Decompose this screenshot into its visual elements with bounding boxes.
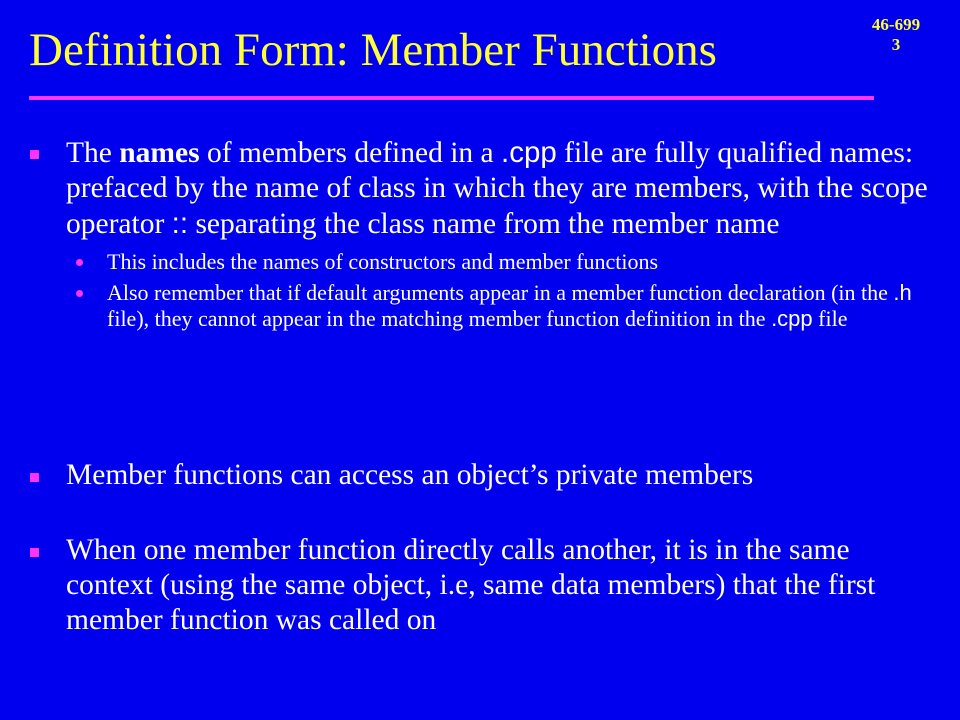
round-bullet-icon	[76, 259, 83, 266]
course-number-label	[856, 15, 936, 54]
bullet-row	[30, 533, 942, 638]
sub-bullet-list	[76, 249, 942, 332]
round-bullet-icon	[76, 290, 83, 297]
bullet-row	[30, 458, 942, 493]
sub-bullet-text	[107, 280, 942, 332]
code-cpp: .cpp	[501, 136, 557, 169]
code-h: .h	[893, 280, 912, 305]
page-number: 3	[891, 34, 901, 54]
sub-bullet-constructors	[76, 249, 942, 275]
text-run: separating the class name from the member name	[188, 208, 780, 240]
text-run: The	[66, 137, 120, 169]
bullet-text: When one member function directly calls another, it is in the same context (using the same object, i.e, same data members) that the first member function was called on	[66, 534, 876, 636]
bullet-text	[66, 135, 942, 242]
square-bullet-icon	[30, 150, 39, 159]
sub-bullet-text: This includes the names of constructors and member functions	[107, 249, 659, 274]
title-underline	[29, 96, 874, 100]
emphasis-names: names	[119, 137, 200, 169]
bullet-row	[30, 135, 942, 242]
text-run: file are fully qualified names: prefaced by the name of class in which they are members, with the scope operator	[66, 137, 928, 240]
course-code: 46-699	[871, 15, 921, 34]
bullet-text: Member functions can access an object’s private members	[66, 459, 754, 491]
text-run: file), they cannot appear in the matching member function definition in the	[107, 306, 772, 331]
code-scope-operator: ::	[171, 207, 189, 240]
square-bullet-icon	[30, 548, 39, 557]
code-cpp: .cpp	[771, 306, 813, 331]
sub-bullet-default-arguments	[76, 280, 942, 332]
bullet-same-context	[30, 533, 942, 638]
text-run: of members defined in a	[199, 137, 502, 169]
text-run: Also remember that if default arguments appear in a member function declaration (in the	[107, 280, 894, 305]
square-bullet-icon	[30, 473, 39, 482]
slide-title: Definition Form: Member Functions	[29, 24, 717, 76]
text-run: file	[812, 306, 848, 331]
bullet-qualified-names	[30, 135, 942, 337]
bullet-private-access	[30, 458, 942, 493]
